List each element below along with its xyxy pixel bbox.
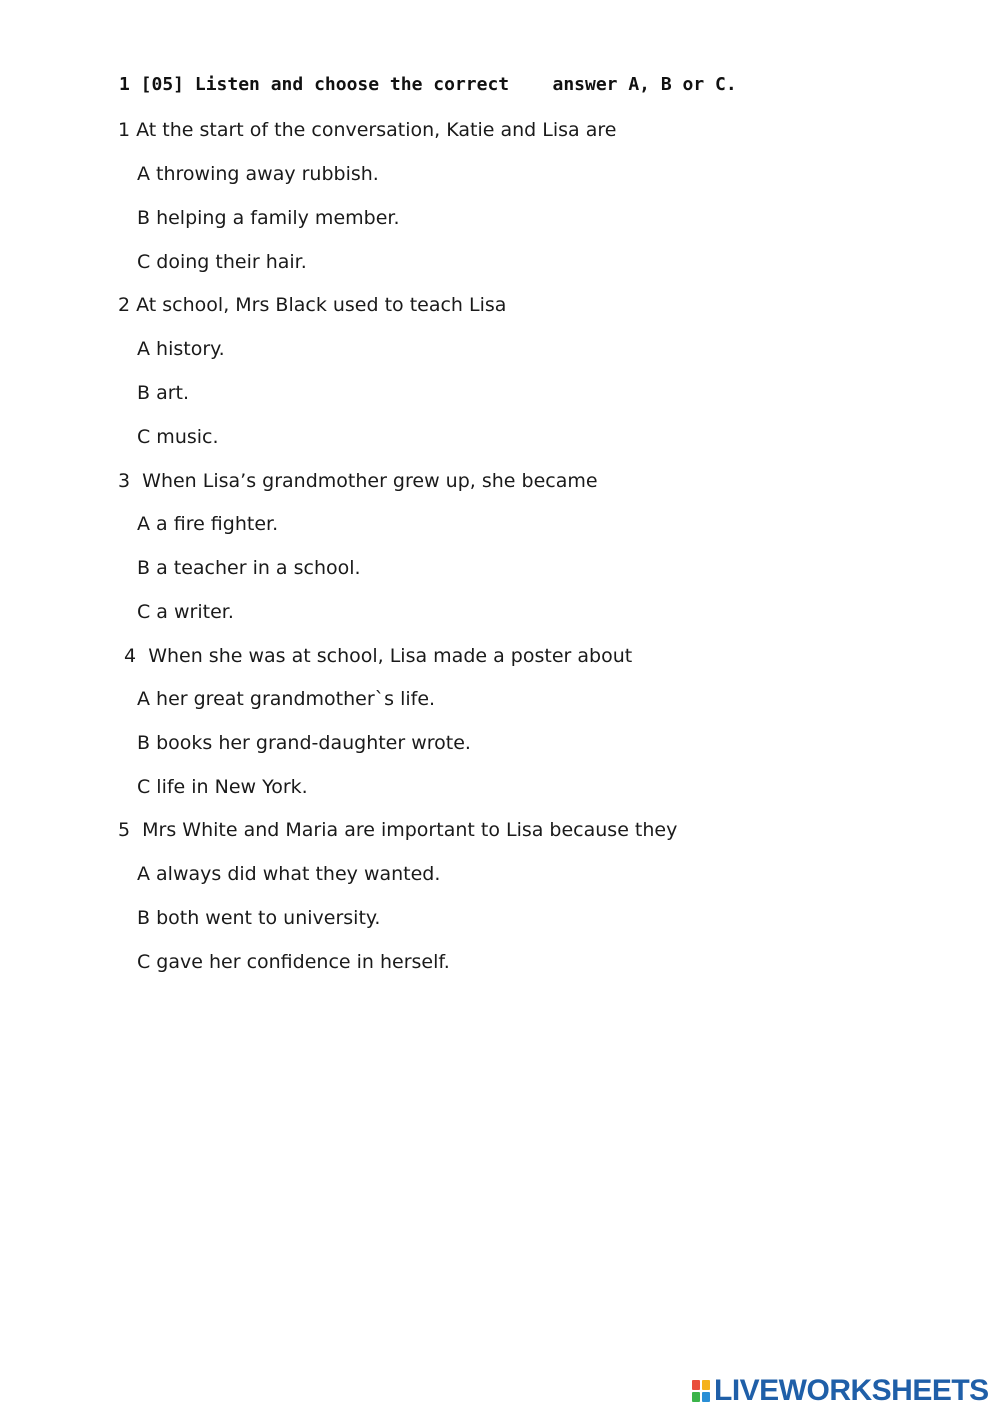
exercise-heading: 1 [05] Listen and choose the correct answer A, B or C. xyxy=(119,74,737,95)
answer-option[interactable]: A always did what they wanted. xyxy=(137,863,441,885)
answer-option[interactable]: B both went to university. xyxy=(137,907,381,929)
answer-option[interactable]: C music. xyxy=(137,426,219,448)
question-stem: 3 When Lisa’s grandmother grew up, she became xyxy=(118,470,598,492)
question-stem: 5 Mrs White and Maria are important to Lisa because they xyxy=(118,819,678,841)
answer-option[interactable]: A throwing away rubbish. xyxy=(137,163,379,185)
answer-option[interactable]: C life in New York. xyxy=(137,776,308,798)
answer-option[interactable]: C doing their hair. xyxy=(137,251,307,273)
answer-option[interactable]: B art. xyxy=(137,382,190,404)
answer-option[interactable]: C gave her confidence in herself. xyxy=(137,951,450,973)
logo-text: LIVEWORKSHEETS xyxy=(714,1374,989,1407)
liveworksheets-logo-icon xyxy=(692,1380,710,1402)
answer-option[interactable]: B books her grand-daughter wrote. xyxy=(137,732,471,754)
answer-option[interactable]: B a teacher in a school. xyxy=(137,557,361,579)
answer-option[interactable]: A her great grandmother`s life. xyxy=(137,688,436,710)
answer-option[interactable]: A a fire fighter. xyxy=(137,513,279,535)
question-stem: 1 At the start of the conversation, Katie and Lisa are xyxy=(118,119,617,141)
question-stem: 2 At school, Mrs Black used to teach Lisa xyxy=(118,294,507,316)
liveworksheets-logo xyxy=(692,1376,989,1406)
answer-option[interactable]: A history. xyxy=(137,338,225,360)
answer-option[interactable]: C a writer. xyxy=(137,601,234,623)
question-stem: 4 When she was at school, Lisa made a poster about xyxy=(118,645,633,667)
answer-option[interactable]: B helping a family member. xyxy=(137,207,400,229)
